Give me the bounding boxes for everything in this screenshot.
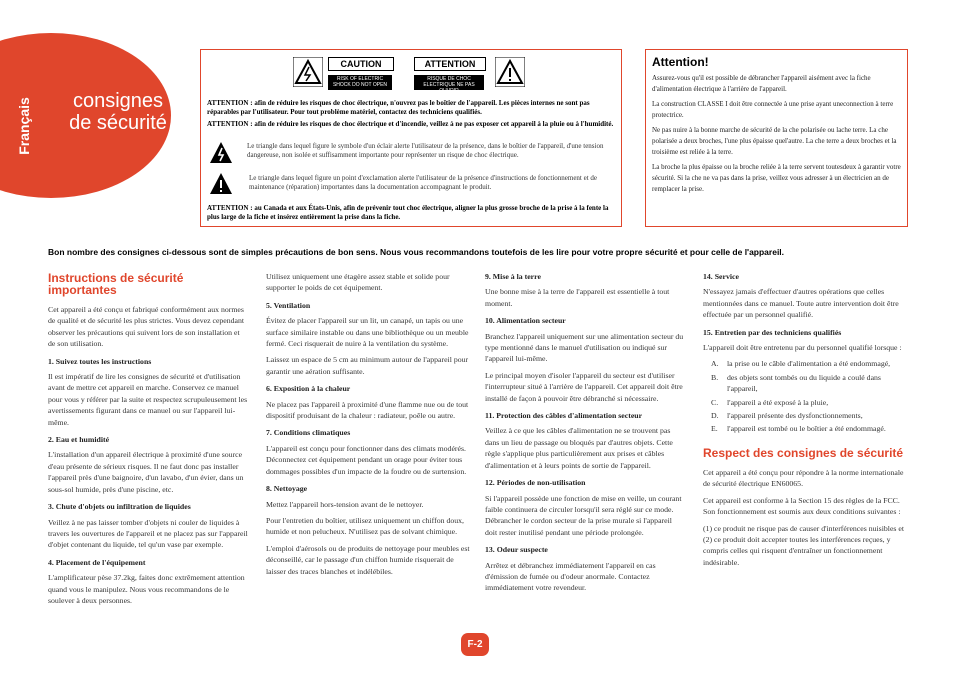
paragraph: L'installation d'un appareil électrique à proximité d'une source d'eau présente de sérieux risques. Il ne faut donc pas installer l'appareil près d'une baignoire, d'un lavabo, d'un évier, dans un sous-sol humide, près d'une piscine, etc. — [48, 450, 244, 494]
heading-9: 9. Mise à la terre — [485, 272, 541, 281]
paragraph: Cet appareil est conforme à la Section 15 des règles de la FCC. Son fonctionnement est soumis aux deux conditions suivantes : — [703, 495, 901, 517]
paragraph: Une bonne mise à la terre de l'appareil est essentielle à tout moment. — [485, 287, 670, 308]
warning-paragraph-1: ATTENTION : afin de réduire les risques de choc électrique, n'ouvrez pas le boîtier de l'appareil. Les pièces internes ne sont pas réparables par l'utilisateur. Pour tout problème matériel, contactez des techniciens qualifiés. — [207, 99, 590, 116]
paragraph: Mettez l'appareil hors-tension avant de le nettoyer. — [266, 499, 424, 509]
heading-2: 2. Eau et humidité — [48, 435, 110, 445]
caution-label: CAUTION — [328, 57, 394, 71]
attention-paragraph-4: La broche la plus épaisse ou la broche reliée à la terre servent toutesdeux à garantir votre sécurité. Si la che ne va pas dans la prise, veillez vous adresser à un électricien an de remplacer la prise. — [652, 163, 901, 193]
paragraph: Il est impératif de lire les consignes de sécurité et d'utilisation avant de mettre cet appareil en marche. Conservez ce manuel pour vous y référer par la suite et respectez scrupuleusement les avertissements figurant dans ce manuel ou sur l'appareil lui-même. — [48, 372, 248, 427]
paragraph: Ne placez pas l'appareil à proximité d'une flamme nue ou de tout dispositif produisant de la chaleur : radiateur, poêle ou autre. — [266, 399, 469, 421]
heading-3: 3. Chute d'objets ou infiltration de liquides — [48, 502, 191, 512]
list-item: B. des objets sont tombés ou du liquide a coulé dans l'appareil, — [711, 372, 881, 394]
heading-10: 10. Alimentation secteur — [485, 316, 566, 326]
intro-text: Bon nombre des consignes ci-dessous sont de simples précautions de bon sens. Nous vous recommandons toutefois de les lire pour votre propre sécurité et pour celle de l'appareil. — [48, 247, 785, 257]
paragraph: Si l'appareil possède une fonction de mise en veille, un courant faible continuera de circuler lorsqu'il sera réglé sur ce mode. Débrancher le cordon secteur de la prise murale si l'appareil doit rester inutilisé pendant une période prolongée. — [485, 493, 682, 537]
warning-paragraph-3: ATTENTION : au Canada et aux États-Unis, afin de prévenir tout choc électrique, aligner la plus grosse broche de la prise à la fente la plus large de la fiche et insérez entièrement la prise dans la fiche. — [207, 204, 609, 221]
heading-7: 7. Conditions climatiques — [266, 428, 351, 438]
attention-sub: RISQUE DE CHOC ELECTRIQUE NE PAS OUVRIR — [414, 75, 484, 90]
list-item: A. la prise ou le câble d'alimentation a été endommagé, — [711, 359, 891, 369]
lightning-triangle-icon — [209, 141, 233, 165]
paragraph: L'amplificateur pèse 37.2kg, faites donc extrêmement attention quand vous le manipulez. Nous vous recommandons de le soulever à deux personnes. — [48, 573, 245, 605]
attention-paragraph-3: Ne pas nuire à la bonne marche de sécurité de la che polarisée ou lache terre. La che polarisée a deux broches, l'une plus épaisse quel'autre. La che terre a deux broches et la troisième est reliée à la terre. — [652, 126, 897, 156]
heading-1: 1. Suivez toutes les instructions — [48, 356, 152, 366]
heading-6: 6. Exposition à la chaleur — [266, 384, 351, 394]
heading-14: 14. Service — [703, 272, 739, 281]
paragraph: Le principal moyen d'isoler l'appareil du secteur est d'utiliser l'interrupteur situé à l'arrière de l'appareil. Cet appareil doit être installé de façon à pouvoir être débranché si nécessaire. — [485, 370, 683, 403]
heading-8: 8. Nettoyage — [266, 484, 308, 494]
attention-box — [645, 49, 908, 227]
paragraph: Utilisez uniquement une étagère assez stable et solide pour supporter le poids de cet équipement. — [266, 272, 450, 293]
heading-11: 11. Protection des câbles d'alimentation secteur — [485, 411, 643, 421]
heading-12: 12. Périodes de non-utilisation — [485, 478, 586, 488]
list-item: C. l'appareil a été exposé à la pluie, — [711, 397, 829, 407]
caution-sub: RISK OF ELECTRIC SHOCK DO NOT OPEN — [328, 75, 392, 90]
paragraph: Veillez à ne pas laisser tomber d'objets ni couler de liquides à travers les ouvertures de l'appareil et ne placez pas sur l'appareil d'objet contenant du liquide, tel qu'un vase par exemple. — [48, 517, 248, 550]
exclamation-explanation: Le triangle dans lequel figure un point d'exclamation alerte l'utilisateur de la présence d'instructions de fonctionnement et de maintenance (réparation) importantes dans la documentation accompagnant le produit. — [249, 174, 598, 191]
warning-box — [200, 49, 622, 227]
section-title-compliance: Respect des consignes de sécurité — [703, 445, 904, 460]
lightning-explanation: Le triangle dans lequel figure le symbole d'un éclair alerte l'utilisateur de la présence, dans le boîtier de l'appareil, d'une tension dangereuse, non isolée et suffisamment importante pour représenter un risque de choc électrique. — [247, 142, 604, 159]
heading-4: 4. Placement de l'équipement — [48, 557, 146, 567]
conditions-list — [711, 358, 908, 434]
column-4 — [703, 271, 908, 573]
paragraph: Laissez un espace de 5 cm au minimum autour de l'appareil pour garantir une aération suffisante. — [266, 355, 469, 376]
column-1 — [48, 272, 248, 611]
heading-15: 15. Entretien par des techniciens qualifiés — [703, 327, 842, 337]
column-2 — [266, 271, 471, 582]
page-title: consignes de sécurité — [69, 90, 167, 134]
exclamation-triangle-icon — [209, 172, 233, 196]
section-title-instructions: Instructions de sécurité importantes — [48, 271, 184, 297]
warning-paragraph-2: ATTENTION : afin de réduire les risques de choc électrique et d'incendie, veillez à ne pas exposer cet appareil à la pluie ou à l'humidité. — [207, 120, 614, 128]
list-item: E. l'appareil est tombé ou le boîtier a été endommagé. — [711, 424, 886, 434]
column-3 — [485, 271, 685, 599]
paragraph: Pour l'entretien du boîtier, utilisez uniquement un chiffon doux, humide et non pelucheux. N'utilisez pas de solvant chimique. — [266, 515, 464, 537]
language-tab — [8, 82, 38, 182]
paragraph: Cet appareil a été conçu pour répondre à la norme internationale de sécurité électrique EN60065. — [703, 467, 904, 489]
paragraph: L'appareil est conçu pour fonctionner dans des climats modérés. Déconnectez cet équipement pendant un orage pour éviter tous dommages possibles d'un impacte de la foudre ou de surtension. — [266, 443, 467, 476]
paragraph: N'essayez jamais d'effectuer d'autres opérations que celles mentionnées dans ce manuel. Toute autre intervention doit être effectuée par un personnel qualifié. — [703, 287, 899, 320]
paragraph: L'emploi d'aérosols ou de produits de nettoyage pour meubles est déconseillé, car le passage d'un chiffon humide risquerait de laisser des traces blanches et indélébiles. — [266, 543, 470, 576]
list-item: D. l'appareil présente des dysfonctionnements, — [711, 411, 863, 421]
page-number: F-2 — [461, 633, 489, 656]
paragraph: Arrêtez et débranchez immédiatement l'appareil en cas d'émission de fumée ou d'odeur anormale. Contactez immédiatement votre revendeur. — [485, 560, 656, 593]
paragraph: Branchez l'appareil uniquement sur une alimentation secteur du type mentionné dans le manuel d'utilisation ou indiqué sur l'appareil lui-même. — [485, 331, 684, 364]
attention-title: Attention! — [652, 55, 709, 69]
paragraph: Évitez de placer l'appareil sur un lit, un canapé, un tapis ou une surface similaire instable ou dans une bibliothèque ou un meuble fermé. Ceci risquerait de nuire à la ventilation du système. — [266, 316, 469, 349]
language-label: Français — [16, 97, 32, 155]
paragraph: (1) ce produit ne risque pas de causer d'interférences nuisibles et (2) ce produit doit accepter toutes les interférences reçues, y compris celles qui risquent d'entraîner un fonctionnement indésirable. — [703, 523, 905, 567]
paragraph: Cet appareil a été conçu et fabriqué conformément aux normes de qualité et de sécurité les plus strictes. Vous devez cependant observer les précautions qui suivent lors de son installation et de son utilisation. — [48, 305, 245, 349]
exclamation-warning-icon — [495, 57, 525, 87]
attention-paragraph-1: Assurez-vous qu'il est possible de débrancher l'appareil aisément avec la fiche d'alimentation électrique à l'arrière de l'appareil. — [652, 74, 871, 93]
paragraph: Veillez à ce que les câbles d'alimentation ne se trouvent pas dans un lieu de passage ou bloqués par d'autres objets. Cette règle s'applique plus particulièrement aux prises et câbles d'alimentation et à leurs points de sortie de l'appareil. — [485, 426, 673, 470]
heading-5: 5. Ventilation — [266, 300, 311, 310]
attention-paragraph-2: La construction CLASSE I doit être connectée à une prise ayant uneconnection à terre protectrice. — [652, 100, 894, 119]
paragraph: L'appareil doit être entretenu par du personnel qualifié lorsque : — [703, 343, 902, 353]
lightning-warning-icon — [293, 57, 323, 87]
heading-13: 13. Odeur suspecte — [485, 545, 548, 555]
attention-label: ATTENTION — [414, 57, 486, 71]
